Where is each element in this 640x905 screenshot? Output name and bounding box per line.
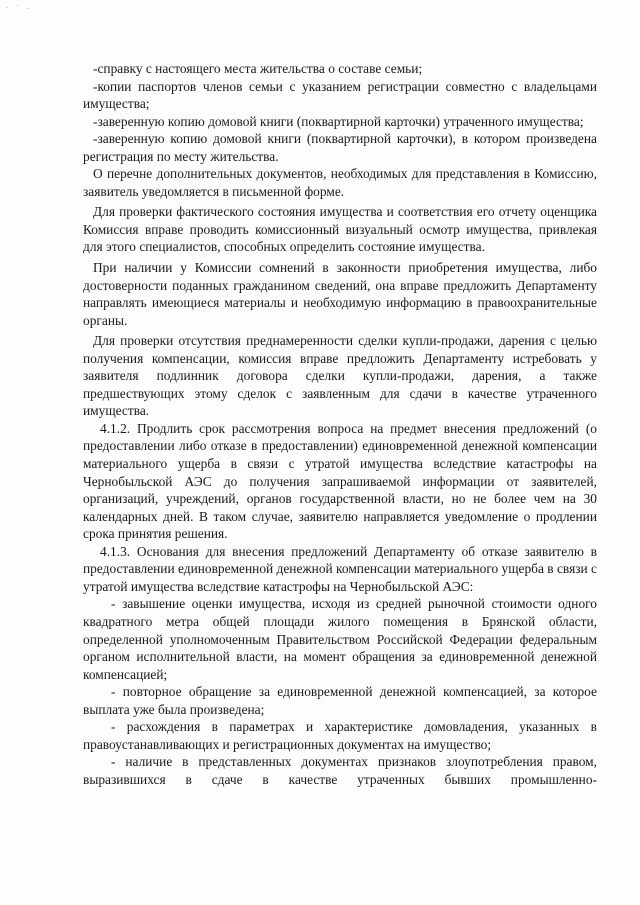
corner-scan-marks: · ′ ₋	[6, 4, 33, 12]
paragraph-section-4-1-3: 4.1.3. Основания для внесения предложений Департаменту об отказе заявителю в предоставлении единовременной денежной компенсации материального ущерба в связи с утратой имущества вследствие катастрофы на Чернобыльской АЭС:	[83, 543, 597, 594]
list-item-parameter-mismatch: - расхождения в параметрах и характеристике домовладения, указанных в правоустанавливающих и регистрационных документах на имущество;	[83, 719, 597, 752]
paragraph-passport-copies: -копии паспортов членов семьи с указанием регистрации совместно с владельцами имущества;	[83, 78, 597, 112]
paragraph-section-4-1-2: 4.1.2. Продлить срок рассмотрения вопроса на предмет внесения предложений (о предоставлении либо отказе в предоставлении) единовременной денежной компенсации материального ущерба в связи с утратой имущества вследствие катастрофы на Чернобыльской АЭС до получения запрашиваемой информации от заявителей, организаций, учреждений, органов государственной власти, но не более чем на 30 календарных дней. В таком случае, заявителю направляется уведомление о продлении срока принятия решения.	[83, 420, 597, 542]
paragraph-house-book-lost: -заверенную копию домовой книги (поквартирной карточки) утраченного имущества;	[93, 113, 584, 129]
document-body	[83, 60, 597, 788]
list-item-repeat-claim: - повторное обращение за единовременной денежной компенсацией, за которое выплата уже была произведена;	[83, 684, 597, 717]
list-item-abuse-of-right: - наличие в представленных документах признаков злоупотребления правом, выразившихся в сдаче в качестве утраченных бывших промышленно-	[83, 754, 597, 787]
paragraph-additional-documents: О перечне дополнительных документов, необходимых для представления в Комиссию, заявитель уведомляется в письменной форме.	[83, 166, 597, 199]
paragraph-family-certificate: -справку с настоящего места жительства о составе семьи;	[93, 61, 423, 76]
paragraph-legality-doubts: При наличии у Комиссии сомнений в законности приобретения имущества, либо достоверности поданных гражданином сведений, она вправе предложить Департаменту направлять имеющиеся материалы и необходимую информацию в правоохранительные органы.	[83, 260, 597, 328]
paragraph-inspection: Для проверки фактического состояния имущества и соответствия его отчету оценщика Комиссия вправе проводить комиссионный визуальный осмотр имущества, привлекая для этого специалистов, способных определить состояние имущества.	[83, 204, 597, 255]
list-item-overvaluation: - завышение оценки имущества, исходя из средней рыночной стоимости одного квадратного метра общей площади жилого помещения в Брянской области, определенной уполномоченным Правительством Российской Федерации федеральным органом исполнительной власти, на момент обращения за единовременной денежной компенсацией;	[83, 596, 597, 682]
paragraph-house-book-residence: -заверенную копию домовой книги (поквартирной карточки), в котором произведена регистрация по месту жительства.	[83, 131, 597, 164]
paragraph-deal-check: Для проверки отсутствия преднамеренности сделки купли-продажи, дарения с целью получения компенсации, комиссия вправе предложить Департаменту истребовать у заявителя подлинник договора сделки купли-продажи, дарения, а также предшествующих этому сделок с заявленным для сдачи в качестве утраченного имущества.	[83, 333, 597, 419]
